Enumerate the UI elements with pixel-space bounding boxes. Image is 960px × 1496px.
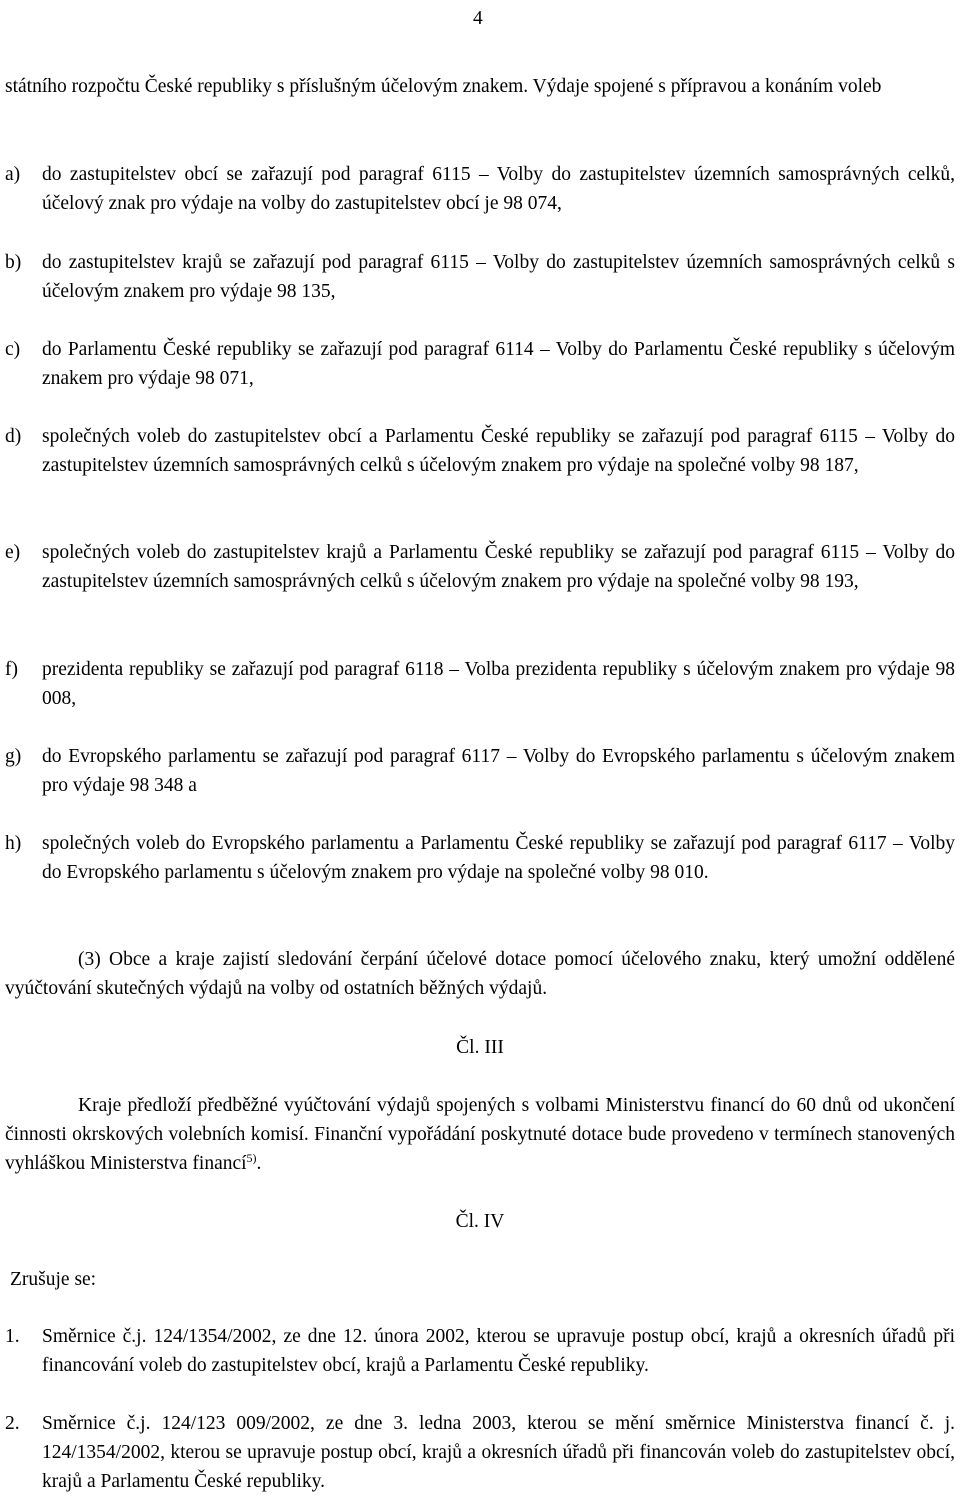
list-item-label: h) (5, 833, 22, 854)
list-item-text: společných voleb do zastupitelstev obcí a Parlamentu České republiky se zařazují pod paragraf 6115 – Volby do zastupitelstev územních samosprávných celků s účelovým znakem pro výdaje na společné volby 98 187, (42, 426, 955, 476)
list-item-text: společných voleb do zastupitelstev krajů a Parlamentu České republiky se zařazují pod paragraf 6115 – Volby do zastupitelstev územních samosprávných celků s účelovým znakem pro výdaje na společné volby 98 193, (42, 542, 955, 592)
article-3-end: . (256, 1153, 262, 1174)
list-item (5, 335, 955, 393)
list-item (5, 422, 955, 480)
repeal-lead: Zrušuje se: (10, 1269, 97, 1290)
paragraph-3: (3) Obce a kraje zajistí sledování čerpání účelové dotace pomocí účelového znaku, který umožní oddělené vyúčtování skutečných výdajů na volby od ostatních běžných výdajů. (5, 949, 955, 999)
list-item (5, 248, 955, 306)
article-3-body: Kraje předloží předběžné vyúčtování výdajů spojených s volbami Ministerstvu financí do 60 dnů od ukončení činnosti okrskových volebních komisí. Finanční vypořádání poskytnuté dotace bude provedeno v termínech stanovených vyhláškou Ministerstva financí (5, 1095, 955, 1174)
list-item-label: b) (5, 252, 22, 273)
list-item (5, 742, 955, 800)
list-item-label: d) (5, 426, 22, 447)
article-3-heading: Čl. III (456, 1037, 504, 1058)
repeal-item-label: 2. (5, 1413, 20, 1434)
list-item (5, 538, 955, 596)
article-3-text (5, 1091, 955, 1178)
page-number: 4 (473, 8, 483, 29)
list-item-text: prezidenta republiky se zařazují pod paragraf 6118 – Volba prezidenta republiky s účelovým znakem pro výdaje 98 008, (42, 659, 955, 709)
intro-paragraph: státního rozpočtu České republiky s příslušným účelovým znakem. Výdaje spojené s přípravou a konáním voleb (5, 76, 882, 97)
list-item-label: c) (5, 339, 21, 360)
footnote-ref: 5) (246, 1151, 257, 1165)
list-item-label: f) (5, 659, 18, 680)
repeal-item-label: 1. (5, 1326, 20, 1347)
list-item-label: e) (5, 542, 21, 563)
repeal-item (5, 1409, 955, 1496)
list-item-text: do Evropského parlamentu se zařazují pod paragraf 6117 – Volby do Evropského parlamentu s účelovým znakem pro výdaje 98 348 a (42, 746, 955, 796)
list-item-text: do Parlamentu České republiky se zařazují pod paragraf 6114 – Volby do Parlamentu České republiky s účelovým znakem pro výdaje 98 071, (42, 339, 955, 389)
list-item (5, 829, 955, 887)
repeal-item-text: Směrnice č.j. 124/123 009/2002, ze dne 3. ledna 2003, kterou se mění směrnice Ministerstva financí č. j. 124/1354/2002, kterou se upravuje postup obcí, krajů a okresních úřadů při financován voleb do zastupitelstev obcí, krajů a Parlamentu České republiky. (42, 1413, 955, 1492)
list-item-text: do zastupitelstev krajů se zařazují pod paragraf 6115 – Volby do zastupitelstev územních samosprávných celků s účelovým znakem pro výdaje 98 135, (42, 252, 955, 302)
list-item-text: společných voleb do Evropského parlamentu a Parlamentu České republiky se zařazují pod paragraf 6117 – Volby do Evropského parlamentu s účelovým znakem pro výdaje na společné volby 98 010. (42, 833, 955, 883)
list-item (5, 160, 955, 218)
list-item-text: do zastupitelstev obcí se zařazují pod paragraf 6115 – Volby do zastupitelstev územních samosprávných celků, účelový znak pro výdaje na volby do zastupitelstev obcí je 98 074, (42, 164, 955, 214)
repeal-item-text: Směrnice č.j. 124/1354/2002, ze dne 12. února 2002, kterou se upravuje postup obcí, krajů a okresních úřadů při financování voleb do zastupitelstev obcí, krajů a Parlamentu České republiky. (42, 1326, 955, 1376)
repeal-item (5, 1322, 955, 1380)
list-item-label: g) (5, 746, 22, 767)
list-item (5, 655, 955, 713)
list-item-label: a) (5, 164, 21, 185)
article-4-heading: Čl. IV (455, 1211, 505, 1232)
